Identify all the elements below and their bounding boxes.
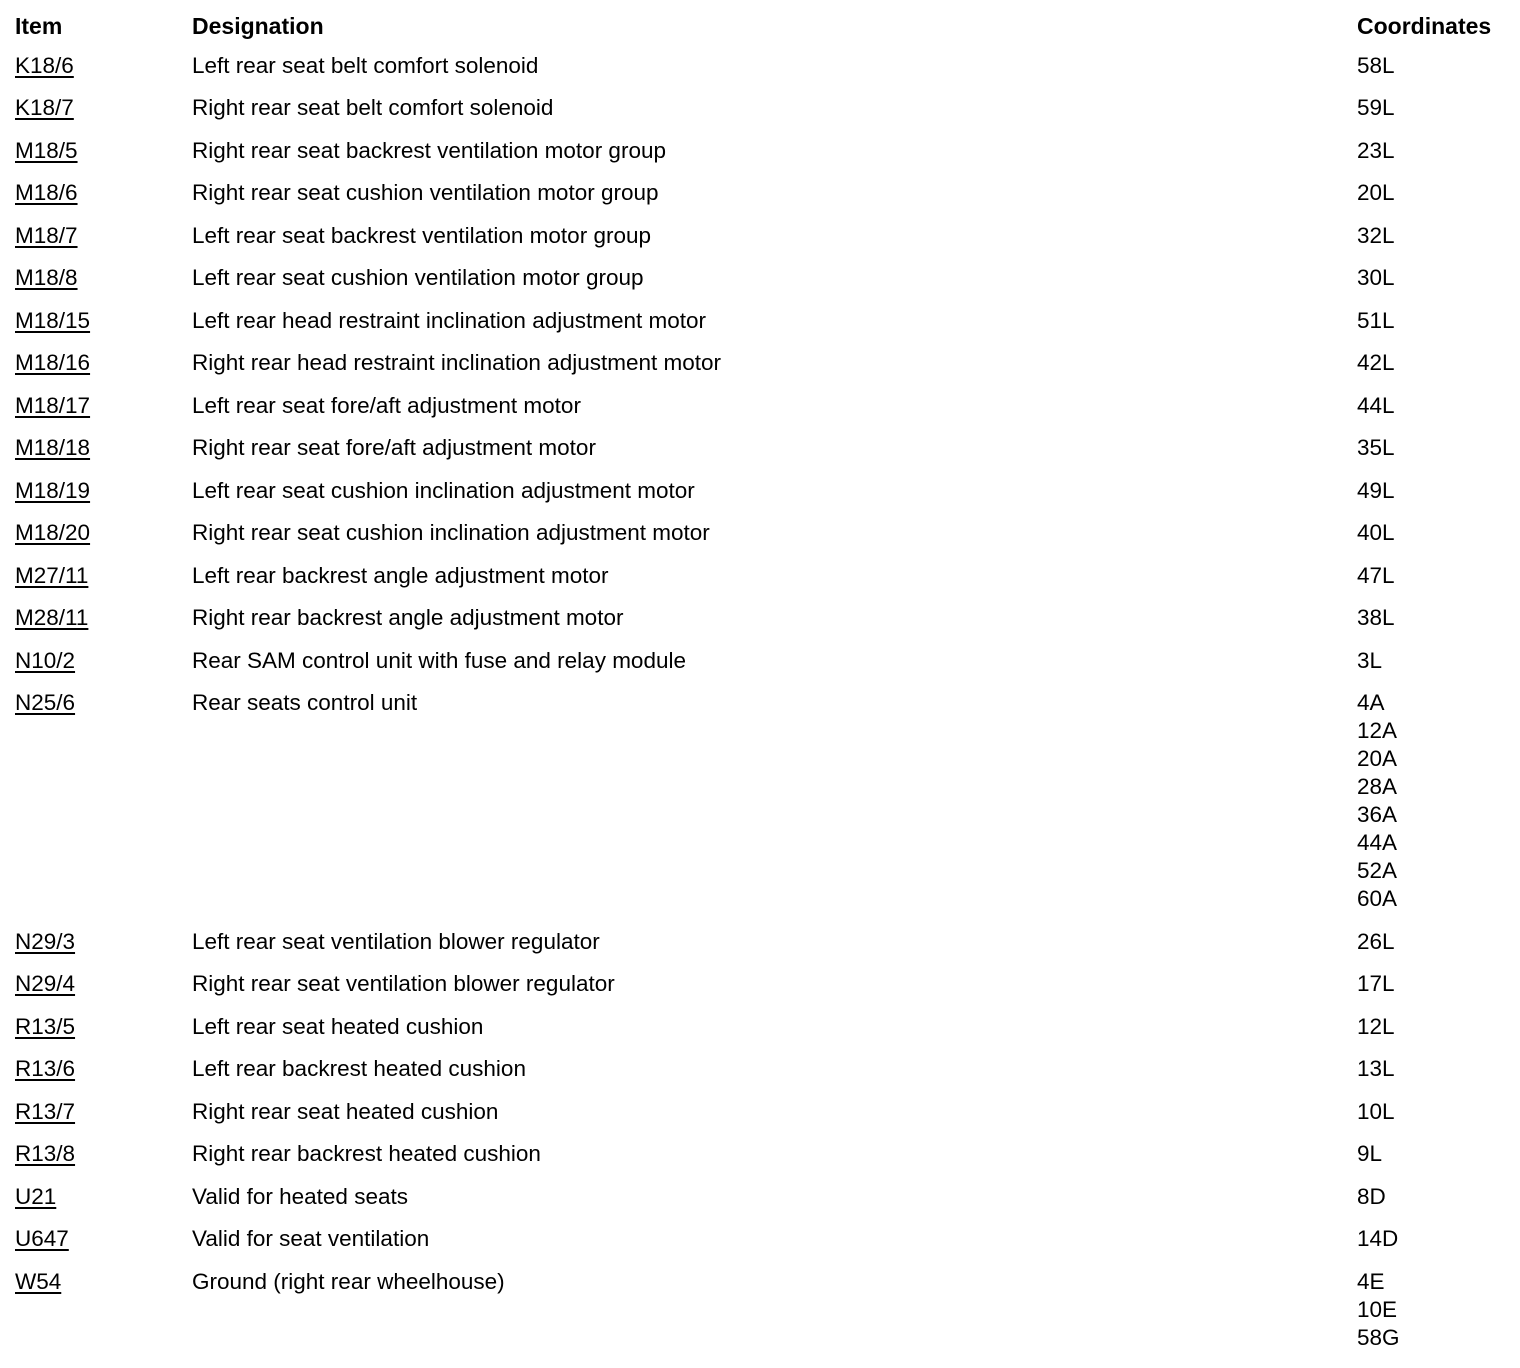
item-cell (15, 307, 192, 335)
item-link[interactable]: R13/7 (15, 1098, 76, 1124)
item-link[interactable]: K18/7 (15, 95, 74, 120)
table-row (15, 129, 1515, 172)
table-row (15, 44, 1515, 87)
header-designation: Designation (192, 12, 324, 39)
designation-cell: Left rear seat cushion inclination adjustment motor (192, 477, 695, 503)
coordinates-cell (1357, 434, 1395, 462)
designation-cell: Right rear seat backrest ventilation motor group (192, 137, 666, 163)
item-link[interactable]: M18/19 (15, 477, 91, 503)
coordinate-value: 44A (1357, 830, 1398, 855)
item-cell (15, 562, 192, 590)
item-cell (15, 519, 192, 547)
designation-cell: Left rear seat belt comfort solenoid (192, 52, 539, 78)
item-cell (15, 1013, 192, 1041)
coordinates-cell (1357, 264, 1395, 292)
item-link[interactable]: M18/15 (15, 307, 91, 333)
table-row (15, 1005, 1515, 1048)
coordinates-cell (1357, 1225, 1398, 1253)
table-row (15, 512, 1515, 555)
item-cell (15, 477, 192, 505)
item-cell (15, 222, 192, 250)
coordinates-cell (1357, 562, 1395, 590)
designation-cell: Right rear seat cushion ventilation motor group (192, 180, 659, 205)
coordinate-value: 35L (1357, 435, 1395, 460)
coordinate-value: 10L (1357, 1098, 1395, 1124)
item-cell (15, 1055, 192, 1083)
table-body (15, 44, 1515, 1359)
designation-cell: Right rear seat ventilation blower regulator (192, 971, 615, 996)
coordinates-cell (1357, 94, 1395, 122)
coordinate-value: 28A (1357, 774, 1398, 799)
coordinates-cell (1357, 1183, 1386, 1211)
item-link[interactable]: W54 (15, 1268, 62, 1294)
item-link[interactable]: M18/7 (15, 222, 78, 248)
item-cell (15, 179, 192, 207)
coordinate-value: 47L (1357, 562, 1395, 588)
designation-cell: Right rear seat belt comfort solenoid (192, 95, 554, 120)
item-cell (15, 349, 192, 377)
table-row (15, 257, 1515, 300)
designation-cell: Left rear backrest angle adjustment motor (192, 562, 609, 588)
coordinates-cell (1357, 928, 1395, 956)
coordinates-cell (1357, 519, 1395, 547)
table-row (15, 963, 1515, 1006)
item-link[interactable]: M27/11 (15, 562, 89, 588)
designation-cell: Left rear seat backrest ventilation motor group (192, 222, 651, 248)
item-link[interactable]: M18/6 (15, 180, 78, 205)
coordinate-value: 12L (1357, 1013, 1395, 1039)
designation-cell: Right rear seat fore/aft adjustment motor (192, 435, 596, 460)
table-row (15, 1260, 1515, 1359)
item-cell (15, 1098, 192, 1126)
table-row (15, 384, 1515, 427)
item-link[interactable]: K18/6 (15, 52, 74, 78)
item-cell (15, 392, 192, 420)
item-link[interactable]: N29/3 (15, 928, 76, 954)
item-link[interactable]: U21 (15, 1183, 57, 1209)
designation-cell: Valid for seat ventilation (192, 1226, 430, 1251)
component-legend-table (15, 8, 1515, 1359)
coordinate-value: 20L (1357, 180, 1395, 205)
designation-cell: Rear SAM control unit with fuse and relay module (192, 647, 686, 673)
item-link[interactable]: R13/5 (15, 1013, 76, 1039)
header-item: Item (15, 12, 63, 39)
table-header-row (15, 8, 1515, 44)
coordinates-cell (1357, 392, 1395, 420)
coordinate-value: 52A (1357, 858, 1398, 883)
table-row (15, 639, 1515, 682)
coordinates-cell (1357, 1098, 1395, 1126)
item-cell (15, 52, 192, 80)
coordinate-value: 49L (1357, 477, 1395, 503)
coordinates-cell (1357, 52, 1395, 80)
item-link[interactable]: M18/20 (15, 520, 91, 545)
item-cell (15, 434, 192, 462)
coordinate-value: 60A (1357, 886, 1398, 911)
item-cell (15, 1225, 192, 1253)
item-cell (15, 1268, 192, 1296)
coordinate-value: 4A (1357, 690, 1385, 715)
coordinate-value: 17L (1357, 971, 1395, 996)
coordinates-cell (1357, 647, 1382, 675)
coordinate-value: 44L (1357, 392, 1395, 418)
table-row (15, 920, 1515, 963)
coordinate-value: 8D (1357, 1183, 1386, 1209)
item-cell (15, 264, 192, 292)
coordinate-value: 32L (1357, 222, 1395, 248)
item-cell (15, 1183, 192, 1211)
coordinate-value: 59L (1357, 95, 1395, 120)
item-link[interactable]: N25/6 (15, 690, 76, 715)
item-link[interactable]: N29/4 (15, 971, 76, 996)
coordinate-value: 23L (1357, 137, 1395, 163)
table-row (15, 682, 1515, 921)
coordinates-cell (1357, 349, 1395, 377)
coordinates-cell (1357, 970, 1395, 998)
header-coordinates: Coordinates (1357, 12, 1492, 39)
item-link[interactable]: M18/8 (15, 265, 78, 290)
designation-cell: Left rear backrest heated cushion (192, 1056, 526, 1081)
coordinates-cell (1357, 604, 1395, 632)
designation-cell: Valid for heated seats (192, 1183, 408, 1209)
designation-cell: Left rear head restraint inclination adjustment motor (192, 307, 707, 333)
item-cell (15, 970, 192, 998)
table-row (15, 1133, 1515, 1176)
coordinates-cell (1357, 1140, 1382, 1168)
coordinate-value: 42L (1357, 350, 1395, 375)
designation-cell: Right rear seat heated cushion (192, 1098, 499, 1124)
item-link[interactable]: M18/16 (15, 350, 91, 375)
designation-cell: Left rear seat cushion ventilation motor group (192, 265, 644, 290)
item-link[interactable]: M18/5 (15, 137, 78, 163)
item-cell (15, 1140, 192, 1168)
table-row (15, 342, 1515, 385)
table-row (15, 299, 1515, 342)
table-row (15, 1175, 1515, 1218)
table-row (15, 1090, 1515, 1133)
item-link[interactable]: R13/8 (15, 1141, 76, 1166)
coordinate-value: 10E (1357, 1296, 1398, 1322)
item-cell (15, 94, 192, 122)
designation-cell: Right rear backrest heated cushion (192, 1141, 541, 1166)
coordinate-value: 30L (1357, 265, 1395, 290)
coordinate-value: 13L (1357, 1056, 1395, 1081)
table-row (15, 214, 1515, 257)
coordinate-value: 38L (1357, 605, 1395, 630)
item-link[interactable]: M18/18 (15, 435, 91, 460)
coordinate-value: 40L (1357, 520, 1395, 545)
table-row (15, 554, 1515, 597)
coordinates-cell (1357, 179, 1395, 207)
coordinate-value: 14D (1357, 1226, 1399, 1251)
item-link[interactable]: U647 (15, 1226, 69, 1251)
coordinate-value: 58L (1357, 52, 1395, 78)
designation-cell: Left rear seat fore/aft adjustment motor (192, 392, 581, 418)
table-row (15, 172, 1515, 215)
item-cell (15, 647, 192, 675)
item-link[interactable]: N10/2 (15, 647, 76, 673)
coordinates-cell (1357, 1013, 1395, 1041)
table-row (15, 427, 1515, 470)
table-row (15, 1218, 1515, 1261)
coordinate-value: 3L (1357, 647, 1383, 673)
designation-cell: Right rear backrest angle adjustment motor (192, 605, 624, 630)
designation-cell: Left rear seat ventilation blower regulator (192, 928, 600, 954)
coordinate-value: 51L (1357, 307, 1395, 333)
item-cell (15, 137, 192, 165)
item-link[interactable]: M18/17 (15, 392, 91, 418)
designation-cell: Left rear seat heated cushion (192, 1013, 484, 1039)
item-link[interactable]: R13/6 (15, 1056, 76, 1081)
coordinate-value: 9L (1357, 1141, 1383, 1166)
item-link[interactable]: M28/11 (15, 605, 89, 630)
coordinates-cell (1357, 137, 1395, 165)
table-row (15, 87, 1515, 130)
coordinates-cell (1357, 477, 1395, 505)
coordinate-value: 26L (1357, 928, 1395, 954)
coordinates-cell (1357, 307, 1395, 335)
item-cell (15, 689, 192, 717)
coordinate-value: 36A (1357, 802, 1398, 827)
table-row (15, 1048, 1515, 1091)
designation-cell: Right rear seat cushion inclination adjustment motor (192, 520, 710, 545)
coordinates-cell (1357, 222, 1395, 250)
designation-cell: Ground (right rear wheelhouse) (192, 1268, 505, 1294)
coordinates-cell (1357, 1055, 1395, 1083)
designation-cell: Right rear head restraint inclination adjustment motor (192, 350, 722, 375)
item-cell (15, 928, 192, 956)
item-cell (15, 604, 192, 632)
coordinate-value: 58G (1357, 1324, 1400, 1350)
designation-cell: Rear seats control unit (192, 690, 418, 715)
coordinates-cell (1357, 1268, 1400, 1352)
coordinate-value: 4E (1357, 1268, 1385, 1294)
coordinates-cell (1357, 689, 1397, 913)
table-row (15, 469, 1515, 512)
coordinate-value: 12A (1357, 718, 1398, 743)
coordinate-value: 20A (1357, 746, 1398, 771)
table-row (15, 597, 1515, 640)
